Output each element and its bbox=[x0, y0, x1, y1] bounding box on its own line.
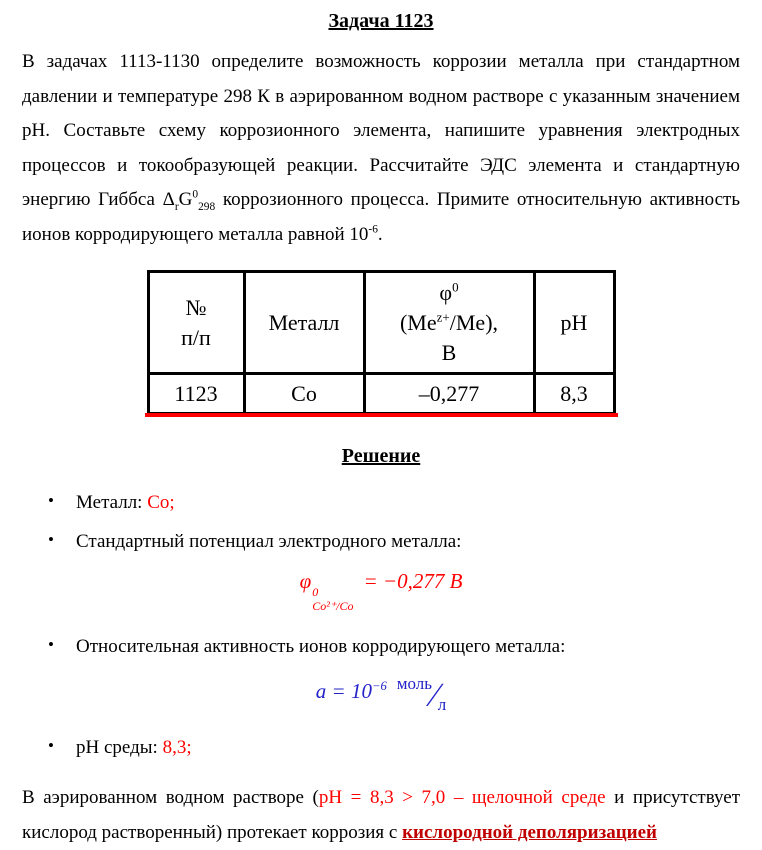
fraction-numerator: моль bbox=[396, 673, 433, 693]
problem-table bbox=[147, 270, 616, 415]
formula-potential-value: = −0,277 В bbox=[363, 568, 463, 593]
bullet-marker: • bbox=[48, 529, 54, 549]
cell-potential: –0,277 bbox=[364, 374, 534, 414]
formula-phi-sup: 0 bbox=[312, 584, 319, 599]
ph-value: 8,3; bbox=[162, 736, 192, 758]
bullet-marker: • bbox=[48, 634, 54, 654]
table-data-row bbox=[148, 374, 614, 414]
fraction-denominator: л bbox=[437, 694, 447, 714]
page-title: Задача 1123 bbox=[328, 10, 434, 32]
activity-label: Относительная активность ионов корродирующего металла: bbox=[76, 635, 566, 657]
header-cell-potential bbox=[364, 272, 534, 374]
header-number-line2: п/п bbox=[181, 324, 211, 350]
header-cell-ph: pH bbox=[534, 272, 614, 374]
solution-heading: Решение bbox=[341, 445, 421, 468]
gibbs-subscript-298: 298 bbox=[198, 201, 216, 214]
conclusion-depolarization-term: кислородной деполяризацией bbox=[402, 821, 657, 843]
mol-per-liter-fraction bbox=[396, 673, 447, 714]
cell-metal: Co bbox=[244, 374, 364, 414]
phi-symbol: φ bbox=[439, 280, 453, 306]
bullet-potential bbox=[48, 525, 740, 559]
phi-superscript: 0 bbox=[452, 280, 459, 296]
charge-superscript: z+ bbox=[436, 309, 450, 325]
bullet-ph bbox=[48, 731, 740, 765]
potential-notation-close: /Me), bbox=[449, 310, 499, 336]
cell-ph: 8,3 bbox=[534, 374, 614, 414]
metal-value: Co; bbox=[147, 492, 175, 514]
bullet-activity bbox=[48, 630, 740, 664]
conclusion-text-1: В аэрированном водном растворе ( bbox=[22, 787, 319, 808]
intro-text-1: В задачах 1113-1130 определите возможность коррозии металла при стандартном давлении и температуре 298 К в аэрированном водном растворе с указанным значением pH. Составьте схему коррозионного элемента, напишите уравнения электродных процессов и токообразующей реакции. Рассчитайте ЭДС элемента и стандартную энергию Гиббса Δ bbox=[22, 51, 740, 211]
table-red-underline bbox=[145, 413, 618, 417]
bullet-marker: • bbox=[48, 491, 54, 511]
formula-phi-supsub bbox=[312, 585, 353, 614]
potential-label: Стандартный потенциал электродного металла: bbox=[76, 530, 462, 552]
bullet-ph-text bbox=[76, 731, 192, 765]
potential-formula bbox=[22, 569, 740, 614]
bullet-metal-text bbox=[76, 486, 175, 520]
intro-text-2: коррозионного процесса. Примите относительную активность ионов корродирующего металла равной 10 bbox=[22, 189, 741, 245]
gibbs-subscript-r: r bbox=[174, 201, 179, 214]
formula-a-symbol: a bbox=[315, 678, 327, 703]
potential-unit: В bbox=[441, 339, 457, 365]
intro-paragraph bbox=[22, 45, 740, 252]
header-cell-metal: Металл bbox=[244, 272, 364, 374]
metal-label: Металл: bbox=[76, 492, 148, 514]
formula-phi-sub: Co²⁺/Co bbox=[312, 599, 354, 614]
header-cell-number bbox=[148, 272, 244, 374]
activity-formula bbox=[22, 674, 740, 715]
conclusion-ph-condition: pH = 8,3 > 7,0 – щелочной среде bbox=[318, 787, 606, 808]
ph-label: pH среды: bbox=[76, 736, 163, 758]
conclusion-text-2: и присутствует кислород растворенный) протекает коррозия с bbox=[22, 787, 741, 843]
bullet-metal bbox=[48, 486, 740, 520]
header-number-line1: № bbox=[185, 295, 207, 321]
fraction-slash: ∕ bbox=[432, 676, 438, 714]
bullet-marker: • bbox=[48, 735, 54, 755]
conclusion-paragraph bbox=[22, 781, 740, 850]
cell-task-number: 1123 bbox=[148, 374, 244, 414]
formula-a-eq: = 10 bbox=[326, 678, 372, 703]
formula-a-exponent: −6 bbox=[371, 678, 387, 693]
formula-phi: φ bbox=[299, 568, 312, 593]
gibbs-symbol: G bbox=[178, 189, 193, 211]
potential-notation-open: (Me bbox=[399, 310, 437, 336]
gibbs-superscript-0: 0 bbox=[192, 188, 199, 201]
intro-text-3: . bbox=[377, 223, 383, 245]
activity-exponent: -6 bbox=[368, 223, 378, 236]
table-header-row bbox=[148, 272, 614, 374]
